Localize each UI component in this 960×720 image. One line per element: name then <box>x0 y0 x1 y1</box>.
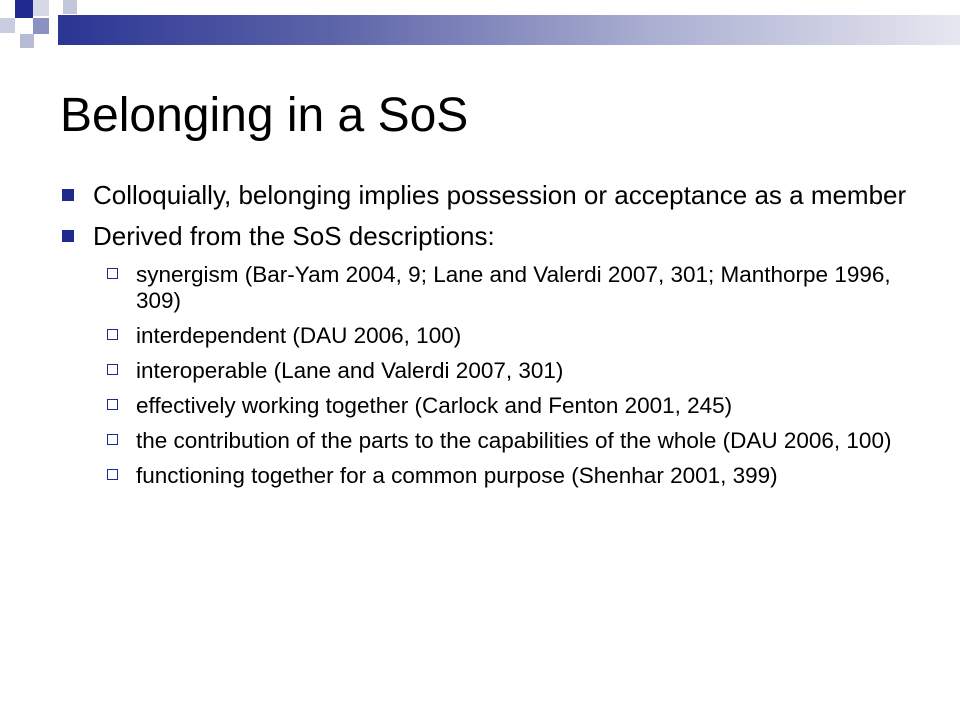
sub-bullet-item <box>60 358 920 384</box>
hollow-square-bullet-icon <box>107 364 118 375</box>
header-gradient-bar <box>58 15 960 45</box>
sub-bullet-text: synergism (Bar-Yam 2004, 9; Lane and Valerdi 2007, 301; Manthorpe 1996, 309) <box>136 262 891 313</box>
slide-header-decoration <box>0 0 960 60</box>
slide-content <box>60 180 920 498</box>
decorative-square <box>49 0 63 14</box>
sub-bullet-item <box>60 262 920 314</box>
decorative-square <box>15 0 33 18</box>
sub-bullet-item <box>60 428 920 454</box>
hollow-square-bullet-icon <box>107 434 118 445</box>
decorative-square <box>0 18 15 33</box>
hollow-square-bullet-icon <box>107 268 118 279</box>
sub-bullet-item <box>60 323 920 349</box>
hollow-square-bullet-icon <box>107 399 118 410</box>
decorative-square <box>20 34 34 48</box>
sub-bullet-item <box>60 393 920 419</box>
sub-bullet-list <box>60 262 920 489</box>
hollow-square-bullet-icon <box>107 469 118 480</box>
slide-title: Belonging in a SoS <box>60 89 469 142</box>
sub-bullet-text: interdependent (DAU 2006, 100) <box>136 323 462 348</box>
square-bullet-icon <box>62 189 74 201</box>
decorative-square <box>33 0 49 16</box>
decorative-square <box>63 0 77 14</box>
bullet-item <box>60 180 920 211</box>
sub-bullet-text: functioning together for a common purpose (Shenhar 2001, 399) <box>136 463 778 488</box>
decorative-square <box>33 18 49 34</box>
square-bullet-icon <box>62 230 74 242</box>
bullet-text: Derived from the SoS descriptions: <box>93 221 495 251</box>
sub-bullet-item <box>60 463 920 489</box>
sub-bullet-text: the contribution of the parts to the capabilities of the whole (DAU 2006, 100) <box>136 428 892 453</box>
sub-bullet-text: effectively working together (Carlock and Fenton 2001, 245) <box>136 393 733 418</box>
hollow-square-bullet-icon <box>107 329 118 340</box>
sub-bullet-text: interoperable (Lane and Valerdi 2007, 301) <box>136 358 564 383</box>
bullet-text: Colloquially, belonging implies possession or acceptance as a member <box>93 180 907 210</box>
decorative-square <box>15 18 31 34</box>
bullet-item <box>60 221 920 252</box>
